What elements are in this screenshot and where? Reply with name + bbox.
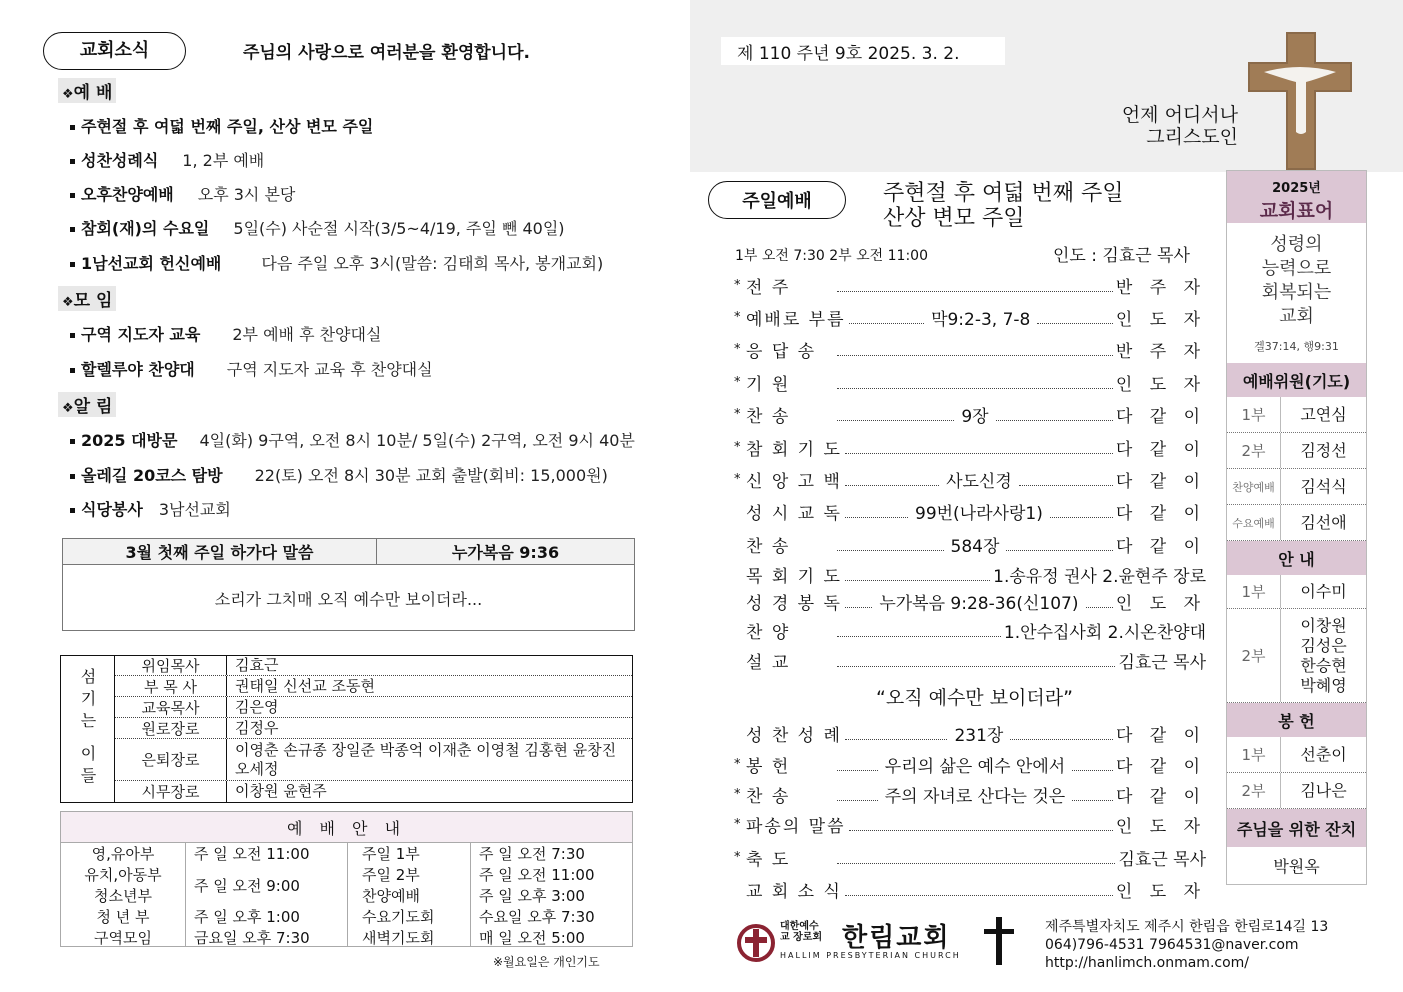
order-person: 다 같 이	[1115, 757, 1207, 777]
order-content: 막9:2-3, 7-8	[927, 305, 1034, 330]
standing-mark: *	[734, 787, 741, 802]
order-label: 찬 송	[746, 537, 791, 557]
order-label: 성 경 봉 독	[746, 594, 842, 614]
church-english-name: HALLIM PRESBYTERIAN CHURCH	[780, 951, 961, 960]
worship-leader: 인도 : 김효근 목사	[1053, 246, 1190, 266]
standing-mark: *	[734, 278, 741, 293]
table-row: 1부 이수미	[1227, 575, 1366, 609]
list-item: 식당봉사 3남선교회	[70, 497, 231, 520]
order-item	[734, 499, 1206, 524]
order-person: 1.송유정 권사 2.윤현주 장로	[993, 567, 1206, 587]
order-label: 설 교	[746, 653, 791, 673]
table-row: 2부 김나은	[1227, 773, 1366, 809]
standing-mark: *	[734, 850, 741, 865]
table-row: 은퇴장로 이영춘 손규종 장일준 박종억 이재춘 이영철 김홍현 윤창진 오세정	[115, 739, 632, 781]
order-item	[734, 618, 1206, 643]
order-person: 다 같 이	[1115, 504, 1206, 524]
order-person: 반 주 자	[1115, 342, 1206, 362]
order-label: 봉 헌	[746, 757, 791, 777]
list-item: 참회(재)의 수요일 5일(수) 사순절 시작(3/5~4/19, 주일 뺀 40일)	[70, 216, 565, 239]
sermon-quote: “오직 예수만 보이더라”	[876, 687, 1073, 709]
order-person: 다 같 이	[1115, 726, 1207, 746]
table-row: 찬양예배 김석식	[1227, 469, 1366, 505]
order-label: 찬 양	[746, 623, 791, 643]
welcome-text: 주님의 사랑으로 여러분을 환영합니다.	[243, 43, 530, 63]
standing-mark: *	[734, 342, 741, 357]
order-content: 사도신경	[942, 467, 1016, 492]
order-content: 누가복음 9:28-36(신107)	[875, 589, 1082, 614]
standing-mark: *	[734, 817, 741, 832]
verse-heading: 3월 첫째 주일 하가다 말씀	[63, 539, 377, 564]
order-person: 다 같 이	[1115, 787, 1207, 807]
section-worship: ❖예 배	[58, 78, 116, 103]
table-row: 박원옥	[1273, 857, 1320, 876]
service-schedule: 예 배 안 내 영,유아부 유치,아동부 청소년부 청 년 부 구역모임 주 일 오전 11:00 주 일 오전 9:00 주 일 오후 1:00 금요일 오후 7:30 주일 1부 주일 2부 찬양예배 수요기도회 새벽기도회 주 일 오전 7:30 주 일 오전 11:00 주 일 오후 3:00 수요일 오후 7:30 매 일 오전 5:00	[60, 811, 633, 947]
verse-reference: 누가복음 9:36	[451, 543, 560, 562]
order-item	[734, 752, 1206, 777]
order-item	[734, 273, 1206, 298]
sunday-worship-pill: 주일예배	[708, 181, 846, 219]
order-person: 다 같 이	[1115, 407, 1207, 427]
committee-header: 예배위원(기도)	[1227, 363, 1366, 397]
service-times: 1부 오전 7:30 2부 오전 11:00	[735, 248, 928, 264]
side-column	[1226, 170, 1367, 885]
list-item: 올레길 20코스 탐방 22(토) 오전 8시 30분 교회 출발(회비: 15,000원)	[70, 463, 608, 486]
order-content: 우리의 삶은 예수 안에서	[881, 752, 1069, 777]
list-item: 할렐루야 찬양대 구역 지도자 교육 후 찬양대실	[70, 357, 433, 380]
staff-side-label: 섬기는 이들	[78, 668, 97, 790]
section-notice: ❖알 림	[58, 392, 116, 417]
order-item	[734, 562, 1206, 587]
table-row: 1부 선춘이	[1227, 737, 1366, 773]
table-row: 수요예배 김선애	[1227, 505, 1366, 541]
table-row: 시무장로 이창원 윤현주	[115, 781, 632, 802]
list-item: 오후찬양예배 오후 3시 본당	[70, 182, 295, 205]
table-row: 2부 이창원 김성은 한승현 박혜영	[1227, 609, 1366, 703]
motto: 언제 어디서나 그리스도인	[1121, 104, 1238, 148]
feast-header: 주님을 위한 잔치	[1227, 809, 1366, 847]
order-person: 인 도 자	[1115, 882, 1206, 902]
list-item: 성찬성례식 1, 2부 예배	[70, 148, 264, 171]
list-item: 구역 지도자 교육 2부 예배 후 찬양대실	[70, 322, 381, 345]
verse-text: 소리가 그치매 오직 예수만 보이더라...	[214, 589, 483, 609]
order-item	[734, 337, 1206, 362]
order-item	[734, 782, 1206, 807]
table-row: 교육목사 김은영	[115, 697, 632, 718]
order-label: 기 원	[746, 375, 791, 395]
order-person: 다 같 이	[1115, 440, 1206, 460]
order-person: 인 도 자	[1115, 817, 1206, 837]
wooden-cross-icon	[1248, 32, 1352, 170]
diamond-icon: ❖	[62, 87, 74, 102]
church-news-pill: 교회소식	[43, 32, 186, 70]
order-item	[734, 589, 1206, 614]
cross-icon	[984, 917, 1014, 965]
order-label: 성 시 교 독	[746, 504, 842, 524]
order-person: 인 도 자	[1115, 594, 1206, 614]
order-label: 축 도	[746, 850, 791, 870]
order-label: 교 회 소 식	[746, 882, 842, 902]
diamond-icon: ❖	[62, 295, 74, 310]
order-content: 주의 자녀로 산다는 것은	[881, 782, 1069, 807]
table-row: 2부 김정선	[1227, 433, 1366, 469]
order-item	[734, 721, 1206, 746]
order-label: 예배로 부름	[746, 310, 846, 330]
order-label: 응 답 송	[746, 342, 817, 362]
order-label: 찬 송	[746, 407, 791, 427]
list-item: 주현절 후 여덟 번째 주일, 산상 변모 주일	[70, 114, 373, 137]
order-item	[734, 305, 1206, 330]
order-person: 다 같 이	[1115, 537, 1207, 557]
table-row: 원로장로 김정우	[115, 718, 632, 739]
standing-mark: *	[734, 472, 741, 487]
sermon-day-title: 주현절 후 여덟 번째 주일 산상 변모 주일	[883, 181, 1124, 231]
order-item	[734, 845, 1206, 870]
haggada-verse-box	[62, 538, 635, 631]
order-label: 목 회 기 도	[746, 567, 842, 587]
table-row: 위임목사 김효근	[115, 656, 632, 676]
church-address: 제주특별자치도 제주시 한림읍 한림로14길 13 064)796-4531 7964531@naver.com http://hanlimch.onmam.com/	[1045, 919, 1329, 971]
order-item	[734, 402, 1206, 427]
order-label: 성 찬 성 례	[746, 726, 842, 746]
list-item: 1남선교회 헌신예배 다음 주일 오후 3시(말씀: 김태희 목사, 봉개교회)	[70, 251, 603, 274]
order-content: 9장	[957, 402, 992, 427]
section-meeting: ❖모 임	[58, 286, 116, 311]
right-page	[690, 0, 1403, 992]
denomination-label: 대한예수교 장로회	[780, 921, 823, 943]
church-theme: 성령의 능력으로 회복되는 교회 겔37:14, 행9:31	[1254, 234, 1339, 353]
order-content: 584장	[947, 532, 1004, 557]
order-person: 김효근 목사	[1118, 653, 1206, 673]
service-schedule-title: 예 배 안 내	[61, 812, 632, 843]
order-item	[734, 370, 1206, 395]
table-row: 1부 고연심	[1227, 397, 1366, 433]
order-person: 1.안수집사회 2.시온찬양대	[1003, 623, 1206, 643]
theme-header: 2025년 교회표어	[1227, 171, 1366, 223]
standing-mark: *	[734, 757, 741, 772]
standing-mark: *	[734, 440, 741, 455]
staff-table	[60, 655, 633, 803]
order-item	[734, 467, 1206, 492]
order-person: 반 주 자	[1115, 278, 1206, 298]
order-label: 참 회 기 도	[746, 440, 842, 460]
list-item: 2025 대방문 4일(화) 9구역, 오전 8시 10분/ 5일(수) 2구역, 오전 9시 40분	[70, 428, 635, 451]
order-label: 파송의 말씀	[746, 817, 846, 837]
order-label: 신 앙 고 백	[746, 472, 842, 492]
standing-mark: *	[734, 407, 741, 422]
order-person: 김효근 목사	[1118, 850, 1206, 870]
standing-mark: *	[734, 375, 741, 390]
issue-info: 제 110 주년 9호 2025. 3. 2.	[721, 37, 1005, 65]
order-person: 다 같 이	[1115, 472, 1206, 492]
church-emblem-icon	[736, 923, 776, 963]
order-content: 99번(나라사랑1)	[911, 499, 1047, 524]
left-page	[0, 0, 690, 992]
order-item	[734, 435, 1206, 460]
church-name: 한림교회	[842, 923, 951, 953]
order-item	[734, 532, 1206, 557]
order-label: 찬 송	[746, 787, 791, 807]
order-person: 인 도 자	[1115, 310, 1206, 330]
order-label: 전 주	[746, 278, 791, 298]
church-logo	[736, 917, 1036, 967]
order-item	[734, 812, 1206, 837]
diamond-icon: ❖	[62, 401, 74, 416]
order-content: 231장	[950, 721, 1007, 746]
prayer-note: ※월요일은 개인기도	[493, 955, 600, 969]
order-person: 인 도 자	[1115, 375, 1206, 395]
order-item	[734, 877, 1206, 902]
table-row: 부 목 사 권태일 신선교 조동현	[115, 676, 632, 697]
guide-header: 안 내	[1227, 541, 1366, 575]
offering-header: 봉 헌	[1227, 703, 1366, 737]
order-item	[734, 648, 1206, 673]
standing-mark: *	[734, 310, 741, 325]
